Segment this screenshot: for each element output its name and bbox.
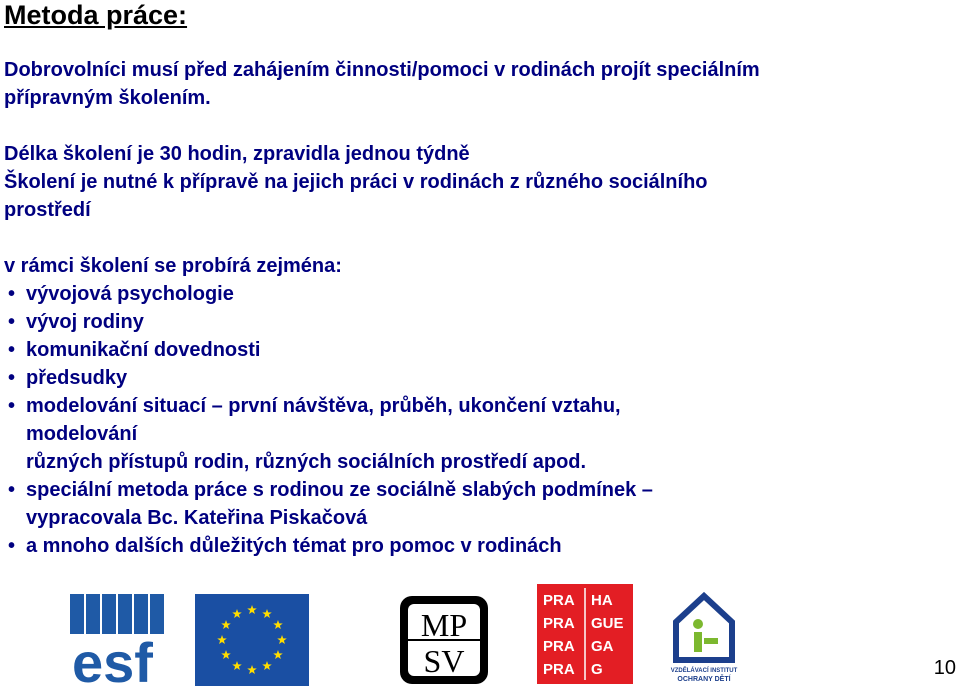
list-item-continuation: modelování	[26, 423, 138, 445]
duration-line-1: Délka školení je 30 hodin, zpravidla jednou týdně	[4, 143, 470, 165]
list-item: • vývoj rodiny	[8, 308, 653, 336]
esf-logo	[70, 594, 182, 686]
praha-row-3-right: GA	[591, 638, 614, 655]
topics-heading: v rámci školení se probírá zejména:	[4, 255, 342, 277]
mpsv-logo	[398, 594, 490, 686]
intro-line-1: Dobrovolníci musí před zahájením činnosti/pomoci v rodinách projít speciálním	[4, 59, 760, 81]
vido-line-1: VZDĚLÁVACÍ INSTITUT	[670, 668, 738, 674]
praha-row-1-right: HA	[591, 592, 613, 609]
list-item-continuation: různých přístupů rodin, různých sociálních prostředí apod.	[26, 451, 587, 473]
duration-paragraph	[4, 140, 708, 224]
mpsv-bottom-text: SV	[423, 643, 465, 679]
praha-logo	[537, 584, 633, 684]
vido-line-2: OCHRANY DĚTÍ	[677, 676, 731, 683]
vido-logo	[668, 588, 740, 684]
topics-list	[8, 280, 653, 560]
intro-paragraph	[4, 56, 760, 112]
praha-row-1-left: PRA	[543, 592, 575, 609]
page-number: 10	[933, 657, 956, 679]
list-item: • vývojová psychologie	[8, 280, 653, 308]
praha-row-2-left: PRA	[543, 615, 575, 632]
praha-row-4-right: G	[591, 661, 603, 678]
esf-logo-text: esf	[72, 631, 153, 686]
duration-line-2: Školení je nutné k přípravě na jejich práci v rodinách z různého sociálního	[4, 171, 708, 193]
list-item-continuation: vypracovala Bc. Kateřina Piskačová	[26, 507, 368, 529]
page-title: Metoda práce:	[4, 0, 188, 30]
intro-line-2: přípravným školením.	[4, 87, 211, 109]
list-item: • komunikační dovednosti	[8, 336, 653, 364]
eu-flag-logo	[195, 594, 309, 686]
praha-row-3-left: PRA	[543, 638, 575, 655]
list-item: • modelování situací – první návštěva, průběh, ukončení vztahu,	[8, 392, 653, 420]
mpsv-top-text: MP	[420, 607, 468, 643]
praha-row-2-right: GUE	[591, 615, 624, 632]
list-item: • a mnoho dalších důležitých témat pro pomoc v rodinách	[8, 532, 653, 560]
duration-line-3: prostředí	[4, 199, 91, 221]
list-item: • speciální metoda práce s rodinou ze sociálně slabých podmínek –	[8, 476, 653, 504]
praha-row-4-left: PRA	[543, 661, 575, 678]
list-item: • předsudky	[8, 364, 653, 392]
